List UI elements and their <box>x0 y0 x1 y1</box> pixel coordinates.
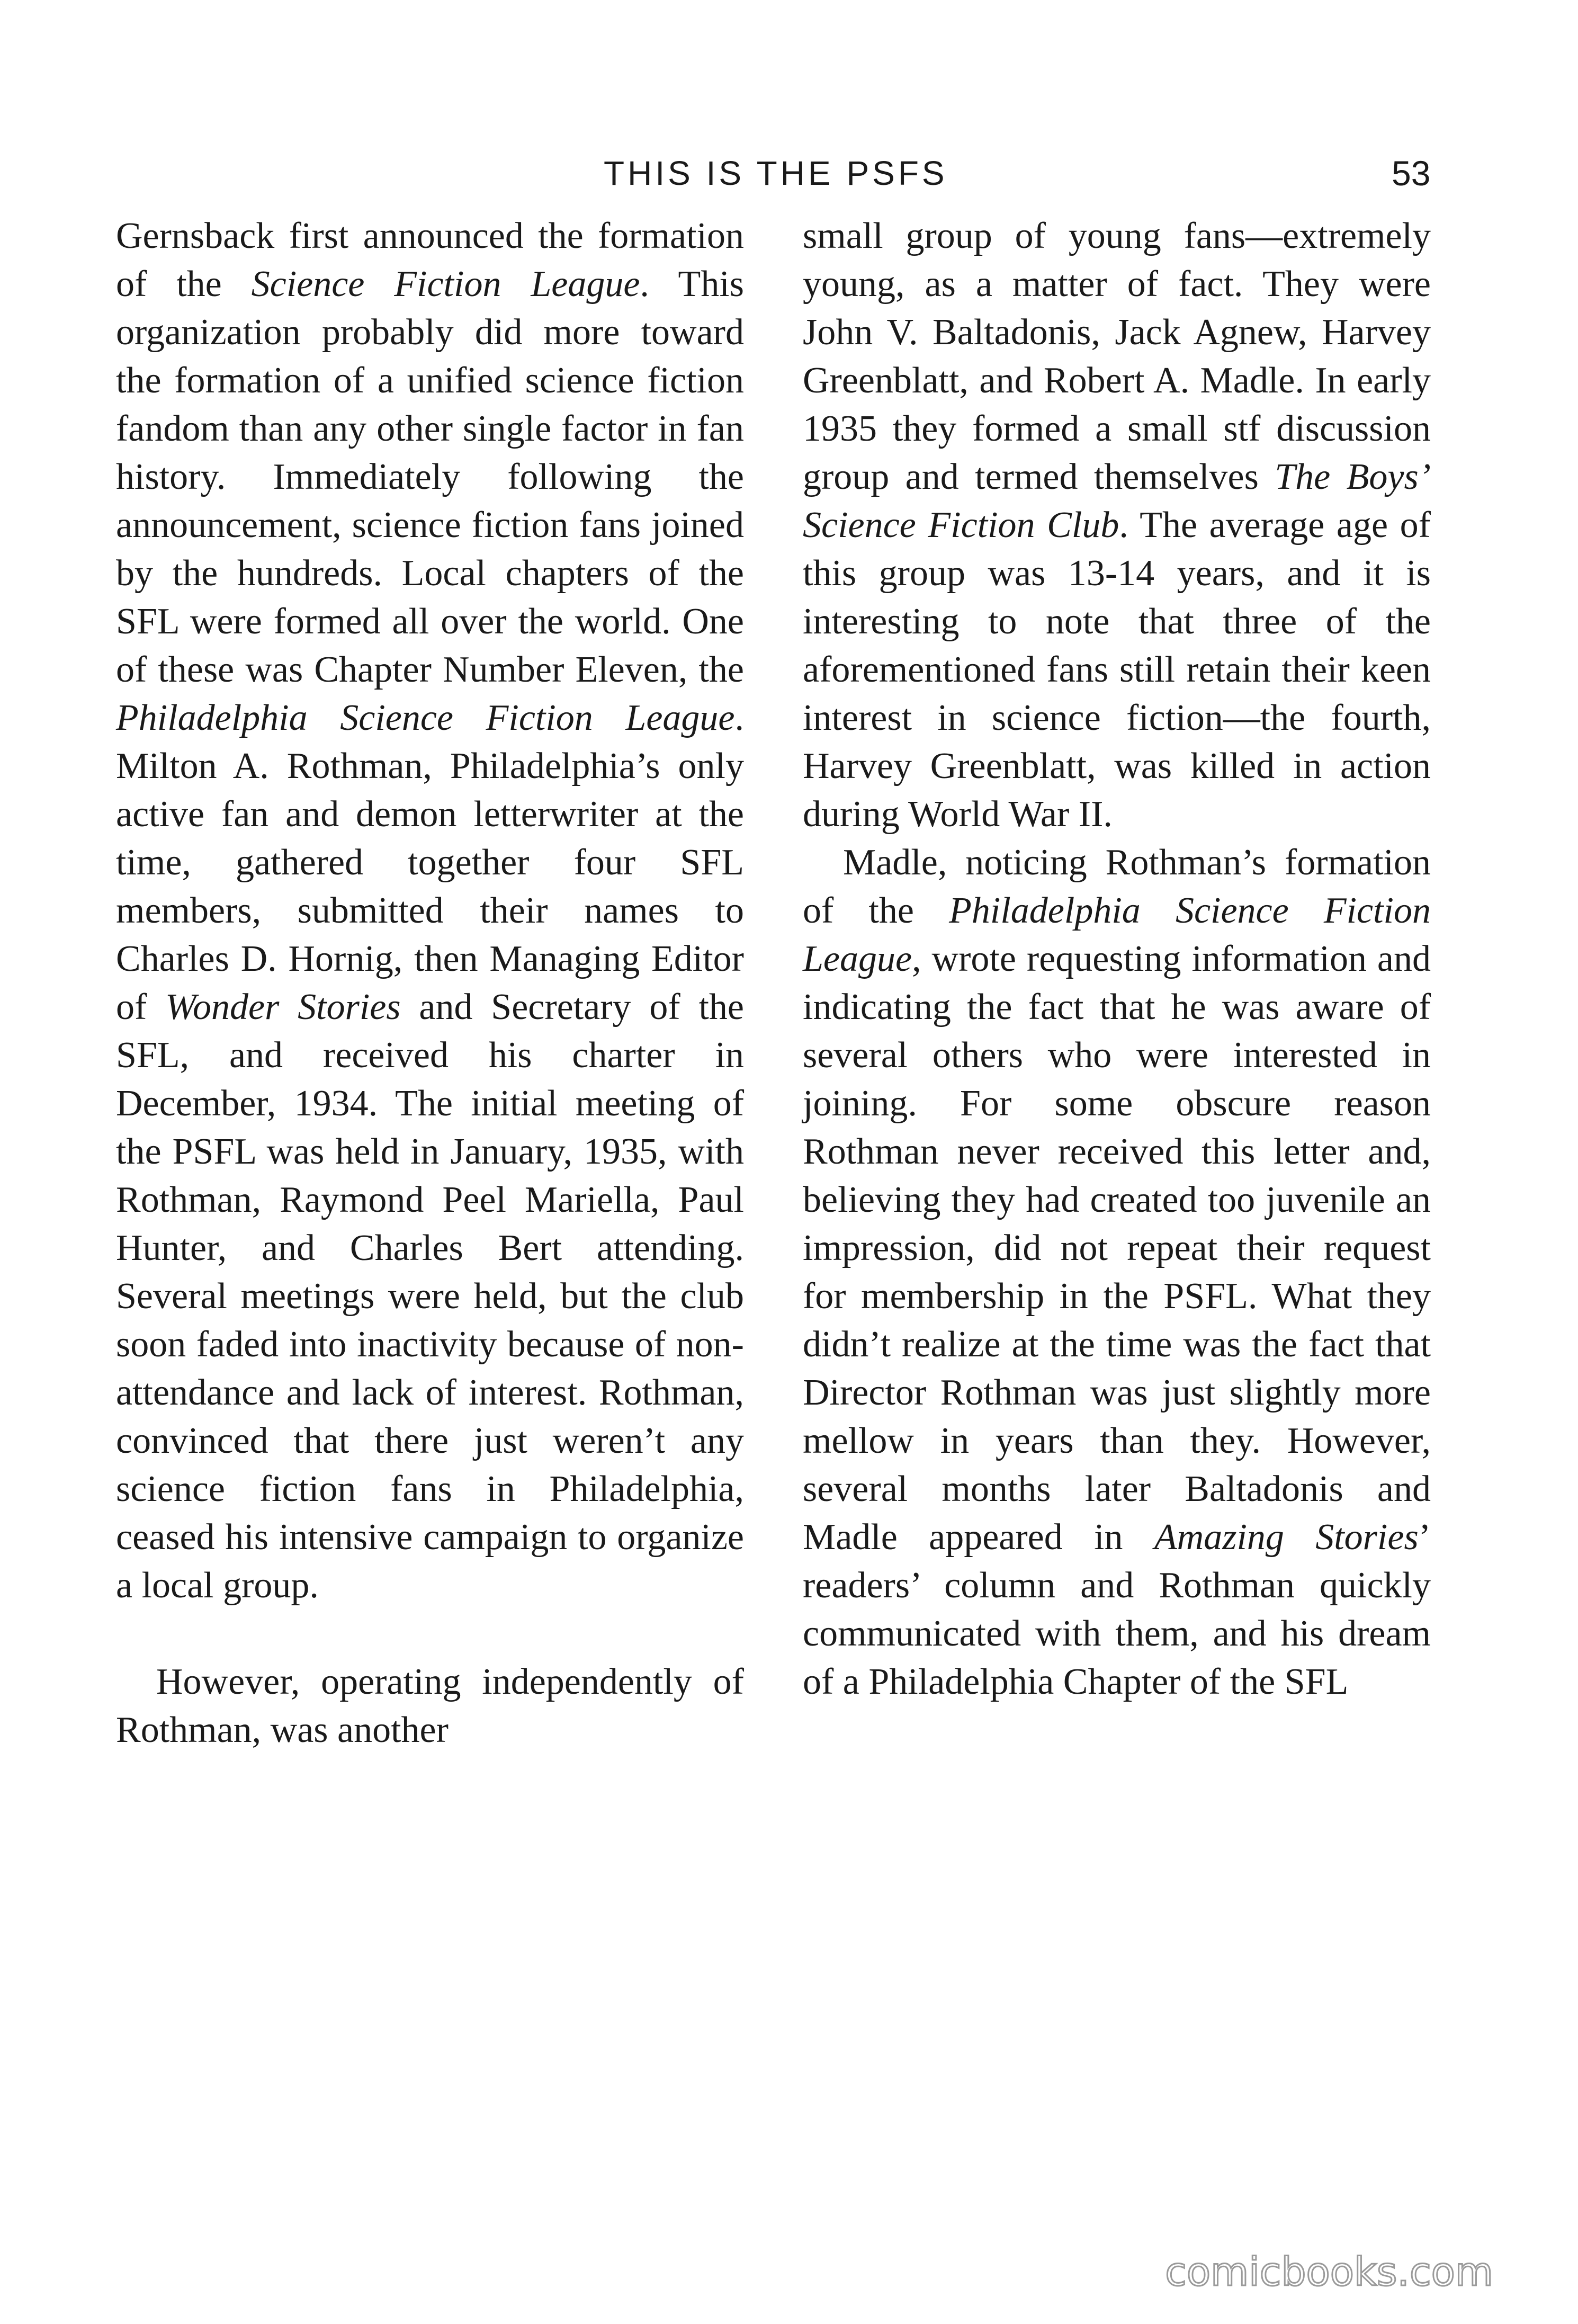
text-run: Gernsback first announced the formation of the <box>116 216 744 305</box>
publication-title: Amazing Stories <box>1154 1517 1419 1558</box>
text-run: Madle, noticing Rothman’s formation of the <box>803 842 1431 931</box>
left-paragraph-2 <box>116 1658 744 1754</box>
publication-title: The Boys’ Science Fiction Club <box>803 457 1431 546</box>
publication-title: Wonder Stories <box>165 987 401 1027</box>
left-paragraph-1 <box>116 212 744 1610</box>
right-column <box>803 212 1431 1706</box>
text-run: ’ readers’ column and Rothman quickly communicated with them, and his dream of a Philadelphia Chapter of the SFL <box>803 1517 1431 1702</box>
running-title: THIS IS THE PSFS <box>604 154 948 192</box>
text-run: . The average age of this group was 13-14 years, and it is interesting to note that three of the aforementioned fans still retain their keen interest in science fiction—the fourth, Harvey Greenblatt, was killed in action during World War II. <box>803 505 1431 835</box>
publication-title: Philadelphia Science Fiction League <box>803 890 1431 979</box>
left-column <box>116 212 744 1754</box>
right-paragraph-2 <box>803 838 1431 1706</box>
text-run: However, operating independently of Rothman, was another <box>116 1661 744 1750</box>
page-number: 53 <box>1392 154 1431 193</box>
publication-title: Philadelphia Science Fiction League <box>116 698 735 738</box>
text-run: . This organization probably did more toward the formation of a unified science fiction fandom than any other single factor in fan history. Immediately following the announcement, science fiction fans joined by the hundreds. Local chapters of the SFL were formed all over the world. One of these was Chapter Number Eleven, the <box>116 264 745 690</box>
publication-title: Science Fiction League <box>251 264 640 305</box>
text-run: . Milton A. Rothman, Philadelphia’s only active fan and demon letterwriter at the time, gathered together four SFL members, submitted their names to Charles D. Hornig, then Managing Editor of <box>116 698 744 1027</box>
text-run: and Secretary of the SFL, and received his charter in December, 1934. The initial meeting of the PSFL was held in January, 1935, with Rothman, Raymond Peel Mariella, Paul Hunter, and Charles Bert attending. Several meetings were held, but the club soon faded into inactivity because of non-attendance and lack of interest. Rothman, convinced that there just weren’t any science fiction fans in Philadelphia, ceased his intensive campaign to organize a local group. <box>116 987 744 1606</box>
text-run: small group of young fans—extremely young, as a matter of fact. They were John V. Baltadonis, Jack Agnew, Harvey Greenblatt, and Robert A. Madle. In early 1935 they formed a small stf discussion group and termed themselves <box>803 216 1431 497</box>
watermark-logo: comicbooks.com <box>1165 2249 1493 2295</box>
right-paragraph-1 <box>803 212 1431 838</box>
running-head <box>0 144 1578 202</box>
text-run: , wrote requesting information and indicating the fact that he was aware of several others who were interested in joining. For some obscure reason Rothman never received this letter and, believing they had created too juvenile an impression, did not repeat their request for membership in the PSFL. What they didn’t realize at the time was the fact that Director Rothman was just slightly more mellow in years than they. However, several months later Baltadonis and Madle appeared in <box>803 938 1431 1558</box>
